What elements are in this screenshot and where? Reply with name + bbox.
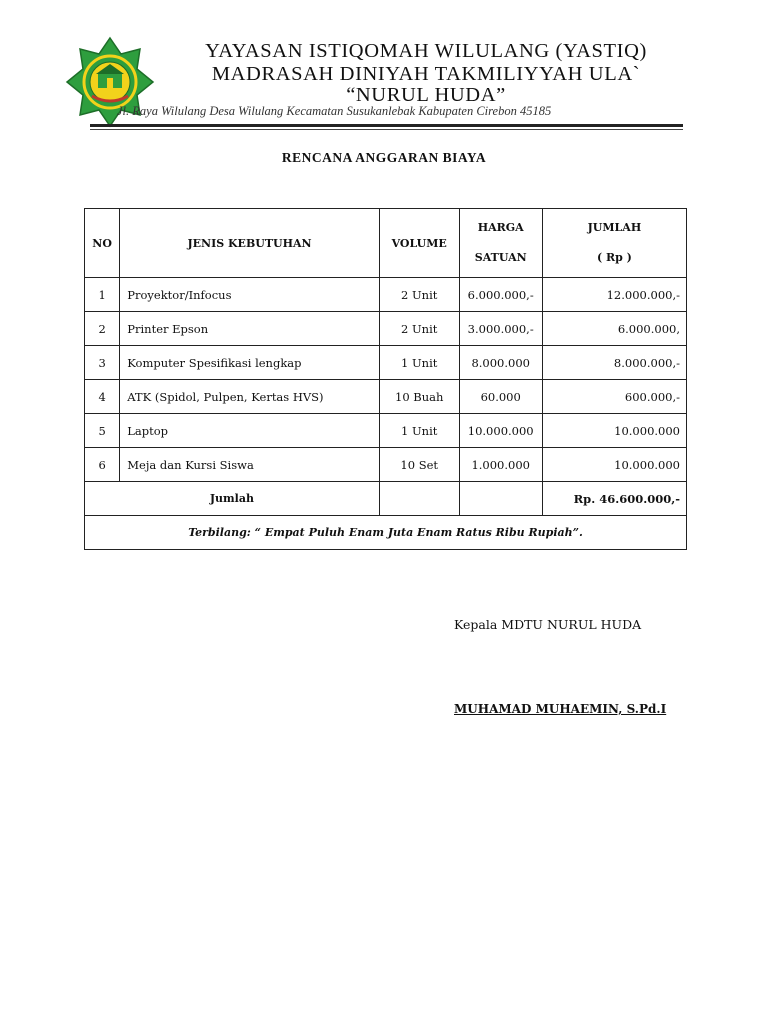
cell-jenis: Komputer Spesifikasi lengkap xyxy=(120,346,380,380)
cell-jumlah: 8.000.000,- xyxy=(542,346,686,380)
cell-jenis: Printer Epson xyxy=(120,312,380,346)
school-name: “NURUL HUDA” xyxy=(346,84,506,106)
cell-harga: 6.000.000,- xyxy=(459,278,542,312)
cell-jenis: ATK (Spidol, Pulpen, Kertas HVS) xyxy=(120,380,380,414)
table-row xyxy=(85,414,687,448)
header-jumlah-line1: JUMLAH xyxy=(587,221,642,234)
letterhead-divider-thick xyxy=(90,124,683,127)
cell-jumlah: 6.000.000, xyxy=(542,312,686,346)
school-address: Jl. Raya Wilulang Desa Wilulang Kecamatan Susukanlebak Kabupaten Cirebon 45185 xyxy=(117,104,552,118)
cell-jumlah: 10.000.000 xyxy=(542,414,686,448)
cell-jumlah: 600.000,- xyxy=(542,380,686,414)
cell-jumlah: 12.000.000,- xyxy=(542,278,686,312)
cell-no: 4 xyxy=(85,380,120,414)
total-empty-volume xyxy=(379,482,459,516)
table-row xyxy=(85,448,687,482)
table-row xyxy=(85,380,687,414)
cell-harga: 8.000.000 xyxy=(459,346,542,380)
cell-harga: 60.000 xyxy=(459,380,542,414)
header-harga-line2: SATUAN xyxy=(474,251,527,264)
terbilang-text: Terbilang: “ Empat Puluh Enam Juta Enam Ratus Ribu Rupiah”. xyxy=(85,516,687,550)
madrasah-name: MADRASAH DINIYAH TAKMILIYYAH ULA` xyxy=(211,63,641,85)
total-empty-harga xyxy=(459,482,542,516)
cell-no: 5 xyxy=(85,414,120,448)
cell-harga: 1.000.000 xyxy=(459,448,542,482)
cell-no: 3 xyxy=(85,346,120,380)
cell-volume: 10 Buah xyxy=(379,380,459,414)
cell-harga: 3.000.000,- xyxy=(459,312,542,346)
table-row xyxy=(85,278,687,312)
table-row xyxy=(85,312,687,346)
header-volume: VOLUME xyxy=(379,209,459,278)
total-row xyxy=(85,482,687,516)
table-header-row xyxy=(85,209,687,278)
header-harga xyxy=(459,209,542,278)
header-harga-line1: HARGA xyxy=(477,221,524,234)
cell-jenis: Laptop xyxy=(120,414,380,448)
letterhead-divider-thin xyxy=(90,129,683,130)
cell-jenis: Proyektor/Infocus xyxy=(120,278,380,312)
header-jumlah-line2: ( Rp ) xyxy=(596,251,632,264)
cell-harga: 10.000.000 xyxy=(459,414,542,448)
signatory-title: Kepala MDTU NURUL HUDA xyxy=(454,617,642,632)
total-value: Rp. 46.600.000,- xyxy=(542,482,686,516)
budget-table xyxy=(84,208,687,550)
cell-volume: 2 Unit xyxy=(379,278,459,312)
total-label: Jumlah xyxy=(85,482,380,516)
table-row xyxy=(85,346,687,380)
header-jenis: JENIS KEBUTUHAN xyxy=(120,209,380,278)
foundation-name: YAYASAN ISTIQOMAH WILULANG (YASTIQ) xyxy=(205,40,647,62)
signatory-name: MUHAMAD MUHAEMIN, S.Pd.I xyxy=(454,702,667,716)
cell-volume: 2 Unit xyxy=(379,312,459,346)
cell-volume: 1 Unit xyxy=(379,346,459,380)
cell-jenis: Meja dan Kursi Siswa xyxy=(120,448,380,482)
cell-no: 6 xyxy=(85,448,120,482)
cell-no: 1 xyxy=(85,278,120,312)
cell-volume: 10 Set xyxy=(379,448,459,482)
cell-volume: 1 Unit xyxy=(379,414,459,448)
cell-no: 2 xyxy=(85,312,120,346)
document-title: RENCANA ANGGARAN BIAYA xyxy=(281,150,487,165)
cell-jumlah: 10.000.000 xyxy=(542,448,686,482)
header-no: NO xyxy=(85,209,120,278)
header-jumlah xyxy=(542,209,686,278)
terbilang-row xyxy=(85,516,687,550)
